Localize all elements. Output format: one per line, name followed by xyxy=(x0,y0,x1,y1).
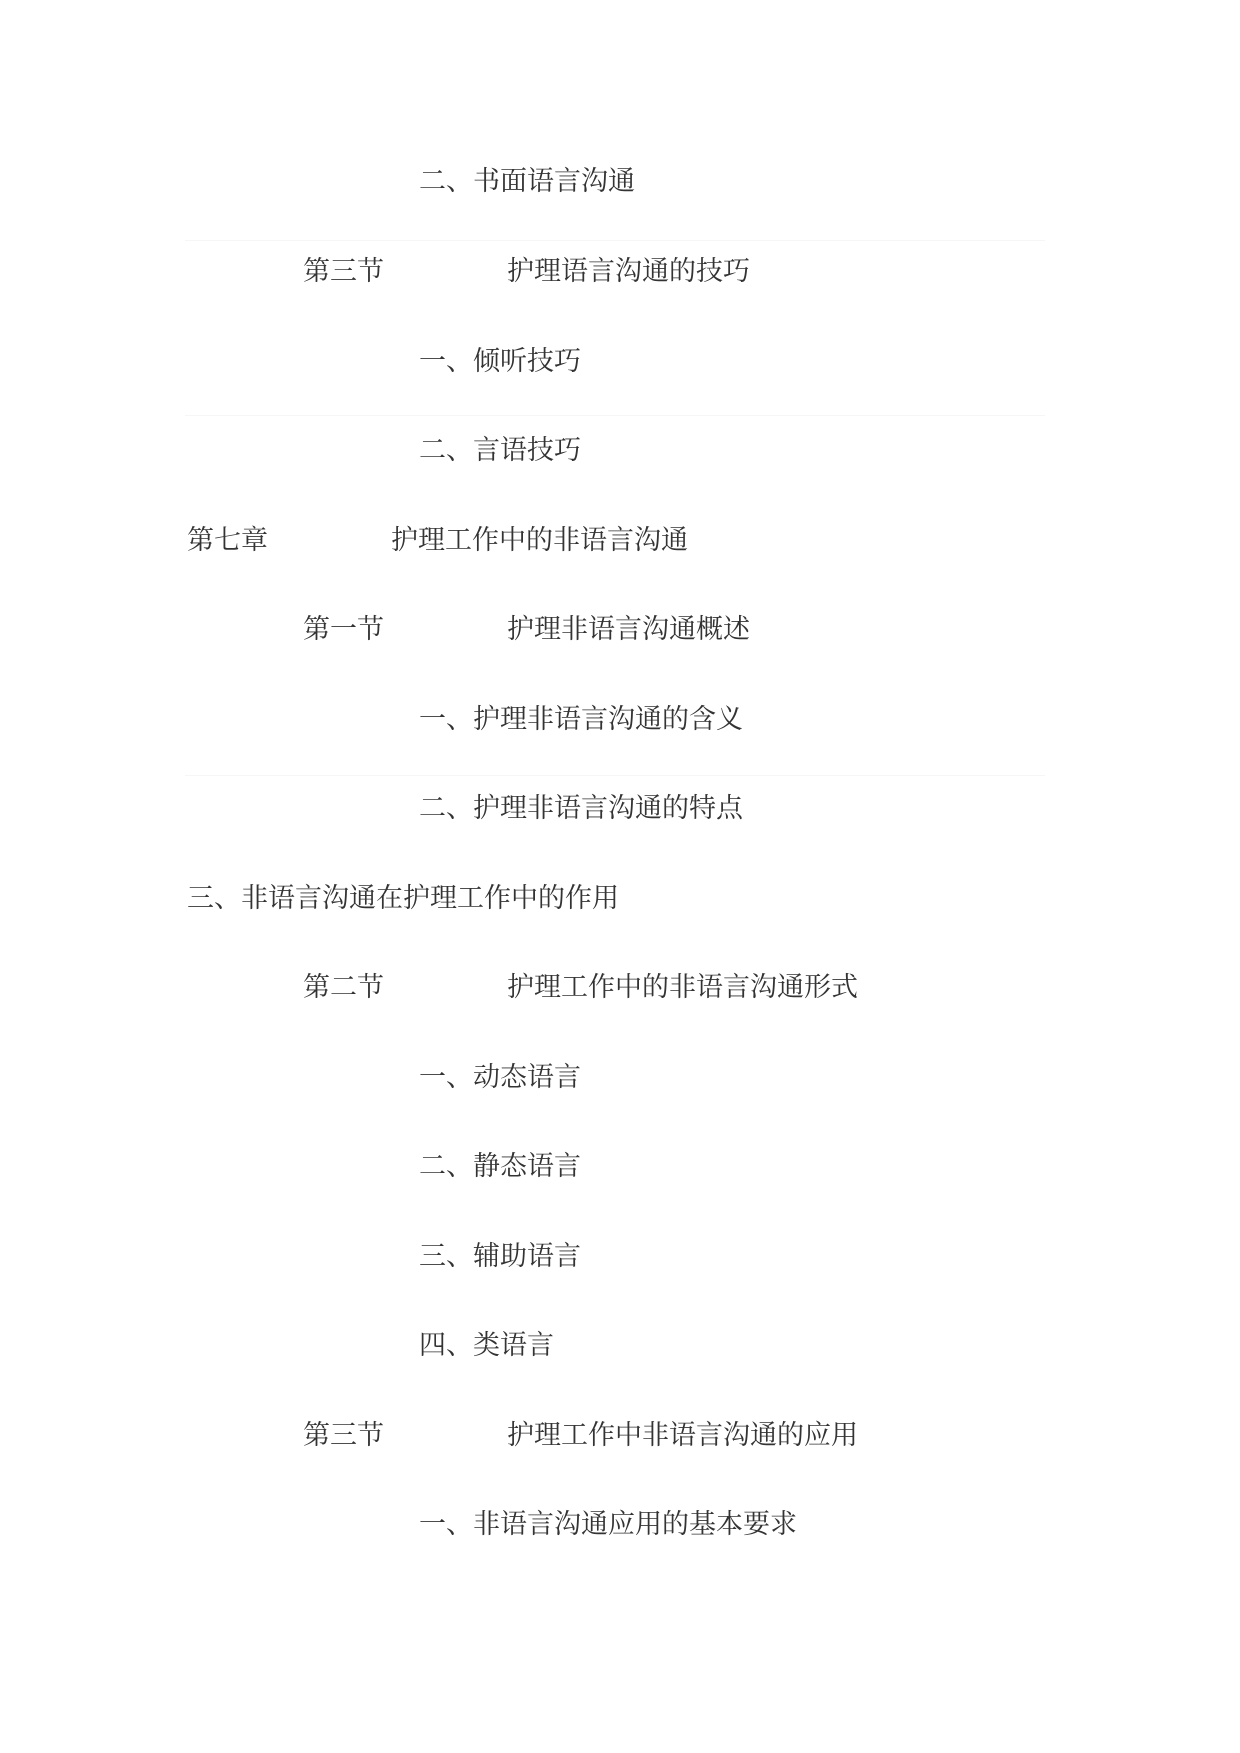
toc-item-text: 三、非语言沟通在护理工作中的作用 xyxy=(187,883,619,914)
toc-item-text: 二、静态语言 xyxy=(419,1151,581,1182)
toc-item-text: 一、非语言沟通应用的基本要求 xyxy=(419,1509,797,1540)
toc-section-label: 第一节 xyxy=(303,614,384,645)
toc-item-text: 一、动态语言 xyxy=(419,1062,581,1093)
toc-item-text: 四、类语言 xyxy=(419,1330,554,1361)
divider xyxy=(185,775,1045,776)
divider xyxy=(185,240,1045,241)
toc-chapter-label: 第七章 xyxy=(187,525,268,556)
divider xyxy=(185,415,1045,416)
toc-section-title: 护理语言沟通的技巧 xyxy=(507,256,750,287)
toc-item-text: 一、护理非语言沟通的含义 xyxy=(419,704,743,735)
toc-item-text: 一、倾听技巧 xyxy=(419,346,581,377)
toc-section-title: 护理非语言沟通概述 xyxy=(507,614,750,645)
toc-section-label: 第二节 xyxy=(303,972,384,1003)
toc-section-title: 护理工作中的非语言沟通形式 xyxy=(507,972,858,1003)
toc-section-label: 第三节 xyxy=(303,256,384,287)
toc-section-label: 第三节 xyxy=(303,1420,384,1451)
toc-item-text: 三、辅助语言 xyxy=(419,1241,581,1272)
toc-section-title: 护理工作中非语言沟通的应用 xyxy=(507,1420,858,1451)
toc-chapter-title: 护理工作中的非语言沟通 xyxy=(391,525,688,556)
toc-item-text: 二、言语技巧 xyxy=(419,435,581,466)
toc-item-text: 二、书面语言沟通 xyxy=(419,166,635,197)
toc-item-text: 二、护理非语言沟通的特点 xyxy=(419,793,743,824)
